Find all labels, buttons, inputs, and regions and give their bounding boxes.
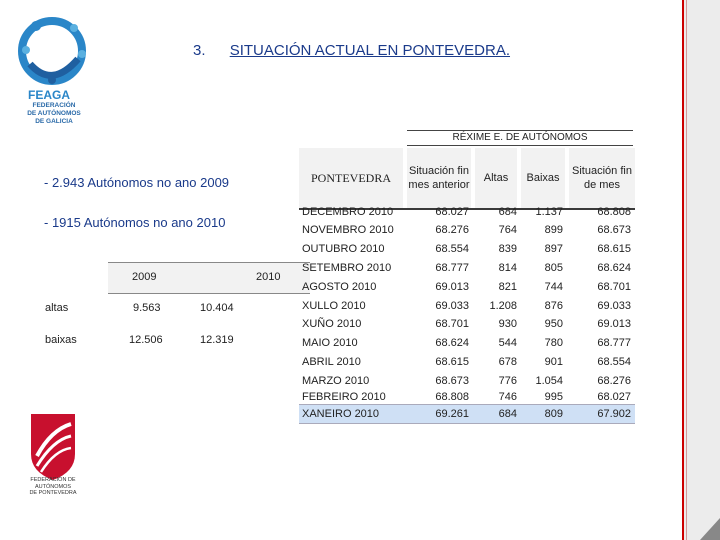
row-label-month: DECEMBRO 2010 xyxy=(302,206,394,218)
table-cell: 68.701 xyxy=(435,318,469,330)
table-cell: 897 xyxy=(544,243,563,255)
row-label-month: MAIO 2010 xyxy=(302,337,358,349)
row-label-month: NOVEMBRO 2010 xyxy=(302,224,394,236)
feaga-subtitle-line: DE AUTÓNOMOS xyxy=(27,110,81,117)
table-cell: 69.261 xyxy=(435,408,469,420)
feaga-subtitle-line: DE GALICIA xyxy=(35,118,73,125)
row-label-baixas: baixas xyxy=(45,334,77,346)
feaga-name: FEAGA xyxy=(28,88,70,102)
feaga-subtitle xyxy=(14,102,94,126)
row-label-altas: altas xyxy=(45,302,69,314)
table-cell: 68.808 xyxy=(435,391,469,403)
row-label-month: XANEIRO 2010 xyxy=(302,408,380,420)
table-cell: 68.701 xyxy=(597,281,631,293)
row-label-month: AGOSTO 2010 xyxy=(302,281,377,293)
right-border-inner xyxy=(686,0,720,540)
slide-title xyxy=(193,42,510,59)
table-cell: 68.027 xyxy=(435,206,469,218)
feaga-subtitle-line: FEDERACIÓN xyxy=(32,102,76,109)
table-cell: 809 xyxy=(544,408,563,420)
table-cell: 876 xyxy=(544,300,563,312)
slide-title-text: SITUACIÓN ACTUAL EN PONTEVEDRA. xyxy=(229,42,511,59)
row-label-month: OUTUBRO 2010 xyxy=(302,243,385,255)
table-cell: 744 xyxy=(544,281,563,293)
regime-header: RÉXIME E. DE AUTÓNOMOS xyxy=(407,130,633,146)
row-label-month: MARZO 2010 xyxy=(302,375,370,387)
table-cell: 67.902 xyxy=(597,408,631,420)
table-cell: 780 xyxy=(544,337,563,349)
table-cell: 68.673 xyxy=(597,224,631,236)
bullet-2010: - 1915 Autónomos no ano 2010 xyxy=(44,215,226,230)
table-cell: 839 xyxy=(498,243,517,255)
table-cell: 899 xyxy=(544,224,563,236)
fap-subtitle-line: FEDERACIÓN DE xyxy=(30,477,76,483)
page-corner-fold xyxy=(700,518,720,540)
row-label-month: SETEMBRO 2010 xyxy=(302,262,392,274)
table-cell: 68.276 xyxy=(435,224,469,236)
table-cell: 805 xyxy=(544,262,563,274)
table-cell: 950 xyxy=(544,318,563,330)
table-cell: 68.615 xyxy=(597,243,631,255)
table-cell: 68.554 xyxy=(597,356,631,368)
table-cell: 69.033 xyxy=(435,300,469,312)
table-cell: 746 xyxy=(498,391,517,403)
table-cell: 68.027 xyxy=(597,391,631,403)
table-cell: 764 xyxy=(498,224,517,236)
row-label-month: ABRIL 2010 xyxy=(302,356,361,368)
column-header-baixas: Baixas xyxy=(521,148,565,208)
row-label-month: XULLO 2010 xyxy=(302,300,366,312)
table-cell: 68.276 xyxy=(597,375,631,387)
table-cell: 995 xyxy=(544,391,563,403)
slide-title-number: 3. xyxy=(193,42,206,59)
fap-subtitle xyxy=(20,477,86,497)
table-cell: 9.563 xyxy=(133,302,161,314)
column-header-situacion-fin: Situación fin de mes xyxy=(569,148,635,208)
table-cell: 68.777 xyxy=(435,262,469,274)
bullet-2009: - 2.943 Autónomos no ano 2009 xyxy=(44,175,230,190)
table-cell: 69.033 xyxy=(597,300,631,312)
column-header-2009: 2009 xyxy=(132,271,157,283)
table-cell: 68.777 xyxy=(597,337,631,349)
table-cell: 12.319 xyxy=(200,334,234,346)
column-header-situacion-anterior: Situación fin mes anterior xyxy=(407,148,471,208)
column-header-2010: 2010 xyxy=(256,271,281,283)
table-cell: 1.137 xyxy=(535,206,563,218)
table-cell: 901 xyxy=(544,356,563,368)
table-cell: 684 xyxy=(498,408,517,420)
table-cell: 678 xyxy=(498,356,517,368)
table-cell: 1.208 xyxy=(489,300,517,312)
table-cell: 544 xyxy=(498,337,517,349)
row-label-month: XUÑO 2010 xyxy=(302,318,362,330)
table-cell: 776 xyxy=(498,375,517,387)
table-cell: 68.624 xyxy=(597,262,631,274)
table-cell: 10.404 xyxy=(200,302,234,314)
column-header-altas: Altas xyxy=(475,148,517,208)
table-cell: 930 xyxy=(498,318,517,330)
table-cell: 69.013 xyxy=(435,281,469,293)
table-cell: 68.808 xyxy=(597,206,631,218)
row-label-month: FEBREIRO 2010 xyxy=(302,391,386,403)
fap-subtitle-line: AUTÓNOMOS xyxy=(34,483,72,490)
table-cell: 814 xyxy=(498,262,517,274)
table-cell: 69.013 xyxy=(597,318,631,330)
altas-baixas-table-header xyxy=(108,262,310,294)
table-cell: 1.054 xyxy=(535,375,563,387)
table-cell: 821 xyxy=(498,281,517,293)
place-header: PONTEVEDRA xyxy=(299,148,403,208)
table-cell: 684 xyxy=(498,206,517,218)
fap-subtitle-line: DE PONTEVEDRA xyxy=(29,490,77,496)
table-cell: 68.624 xyxy=(435,337,469,349)
table-cell: 12.506 xyxy=(129,334,163,346)
right-border-decoration xyxy=(682,0,720,540)
table-cell: 68.615 xyxy=(435,356,469,368)
table-cell: 68.554 xyxy=(435,243,469,255)
table-cell: 68.673 xyxy=(435,375,469,387)
